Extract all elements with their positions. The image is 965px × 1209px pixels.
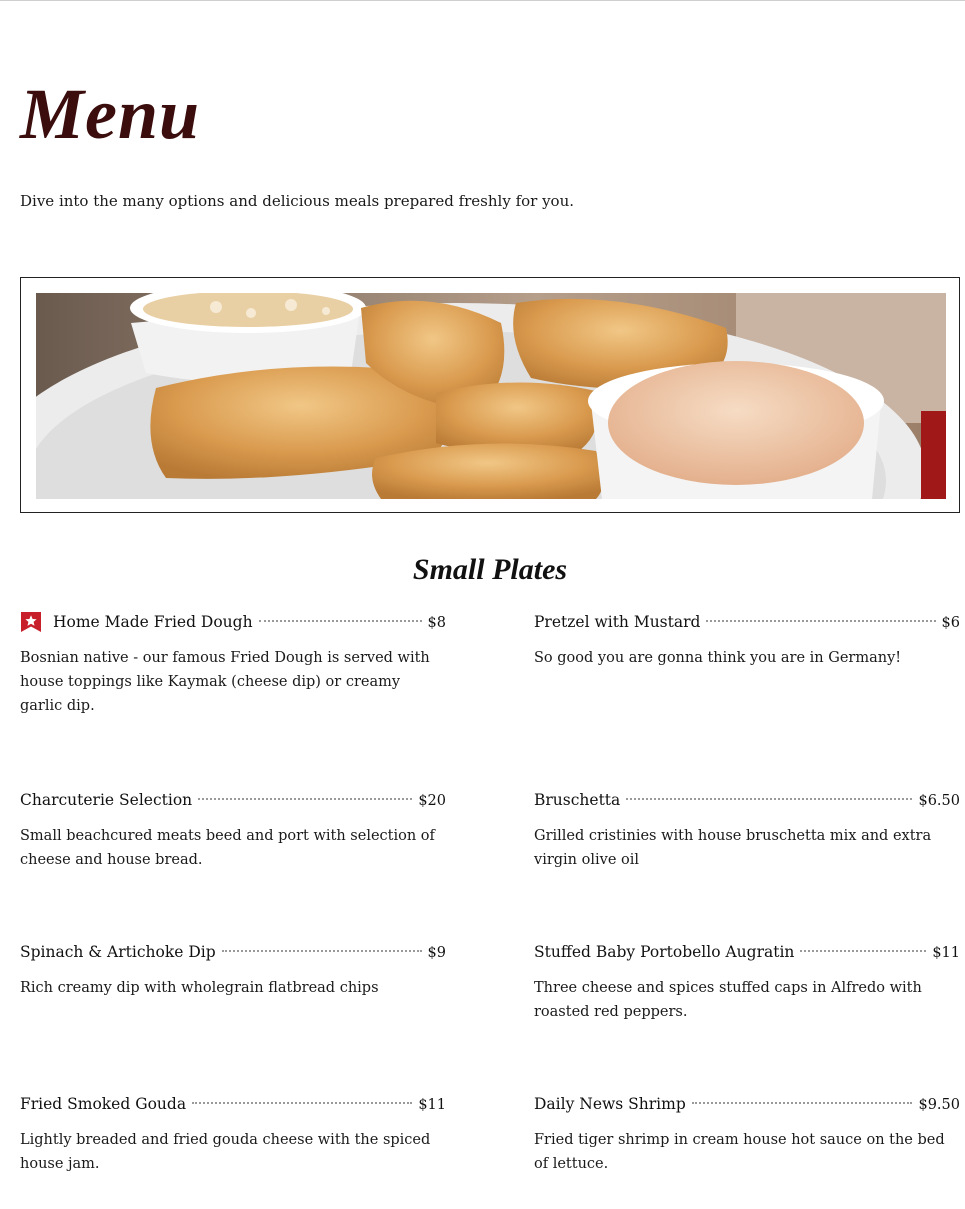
menu-item-description: Three cheese and spices stuffed caps in Alfredo with roasted red peppers. — [534, 980, 922, 1020]
menu-item — [534, 940, 960, 1024]
menu-item-name: Charcuterie Selection — [20, 791, 193, 809]
menu-item-name: Spinach & Artichoke Dip — [20, 943, 216, 961]
leader-dots — [706, 620, 935, 622]
leader-dots — [626, 798, 912, 800]
menu-item-description: Rich creamy dip with wholegrain flatbread chips — [20, 980, 379, 996]
menu-item — [534, 610, 960, 670]
hero-image-frame — [20, 277, 960, 513]
menu-item-description: Grilled cristinies with house bruschetta mix and extra virgin olive oil — [534, 828, 932, 868]
menu-item-price: $9.50 — [918, 1097, 960, 1113]
menu-item-description: Lightly breaded and fried gouda cheese with the spiced house jam. — [20, 1132, 431, 1172]
menu-item — [20, 940, 446, 1000]
menu-item-name: Home Made Fried Dough — [53, 613, 253, 631]
menu-item-name: Daily News Shrimp — [534, 1095, 686, 1113]
leader-dots — [198, 798, 412, 800]
menu-item-price: $9 — [427, 945, 446, 961]
menu-item — [534, 788, 960, 872]
section-title-small-plates: Small Plates — [412, 553, 568, 586]
leader-dots — [692, 1102, 913, 1104]
menu-item-description: Fried tiger shrimp in cream house hot sauce on the bed of lettuce. — [534, 1132, 945, 1172]
menu-item-description: Bosnian native - our famous Fried Dough is served with house toppings like Kaymak (cheese dip) or creamy garlic dip. — [20, 650, 430, 714]
hero-food-photo — [36, 293, 946, 499]
menu-item-name: Fried Smoked Gouda — [20, 1095, 187, 1113]
leader-dots — [192, 1102, 412, 1104]
top-border — [0, 0, 965, 1]
menu-item — [20, 788, 446, 872]
menu-item — [20, 610, 446, 718]
menu-item-price: $8 — [427, 615, 446, 631]
menu-item-description: So good you are gonna think you are in Germany! — [534, 650, 902, 666]
menu-item — [534, 1092, 960, 1176]
page-title: Menu — [20, 74, 201, 154]
menu-item — [20, 1092, 446, 1176]
menu-item-price: $6.50 — [918, 793, 960, 809]
menu-item-price: $6 — [941, 615, 960, 631]
leader-dots — [800, 950, 926, 952]
menu-item-price: $11 — [932, 945, 960, 961]
page-intro: Dive into the many options and delicious meals prepared freshly for you. — [20, 192, 575, 210]
star-bookmark-icon — [20, 611, 42, 633]
leader-dots — [259, 620, 422, 622]
menu-item-price: $11 — [418, 1097, 446, 1113]
menu-item-description: Small beachcured meats beed and port with selection of cheese and house bread. — [20, 828, 435, 868]
menu-item-name: Stuffed Baby Portobello Augratin — [534, 943, 795, 961]
leader-dots — [222, 950, 422, 952]
menu-item-name: Bruschetta — [534, 791, 621, 809]
menu-item-name: Pretzel with Mustard — [534, 613, 701, 631]
menu-item-price: $20 — [418, 793, 446, 809]
